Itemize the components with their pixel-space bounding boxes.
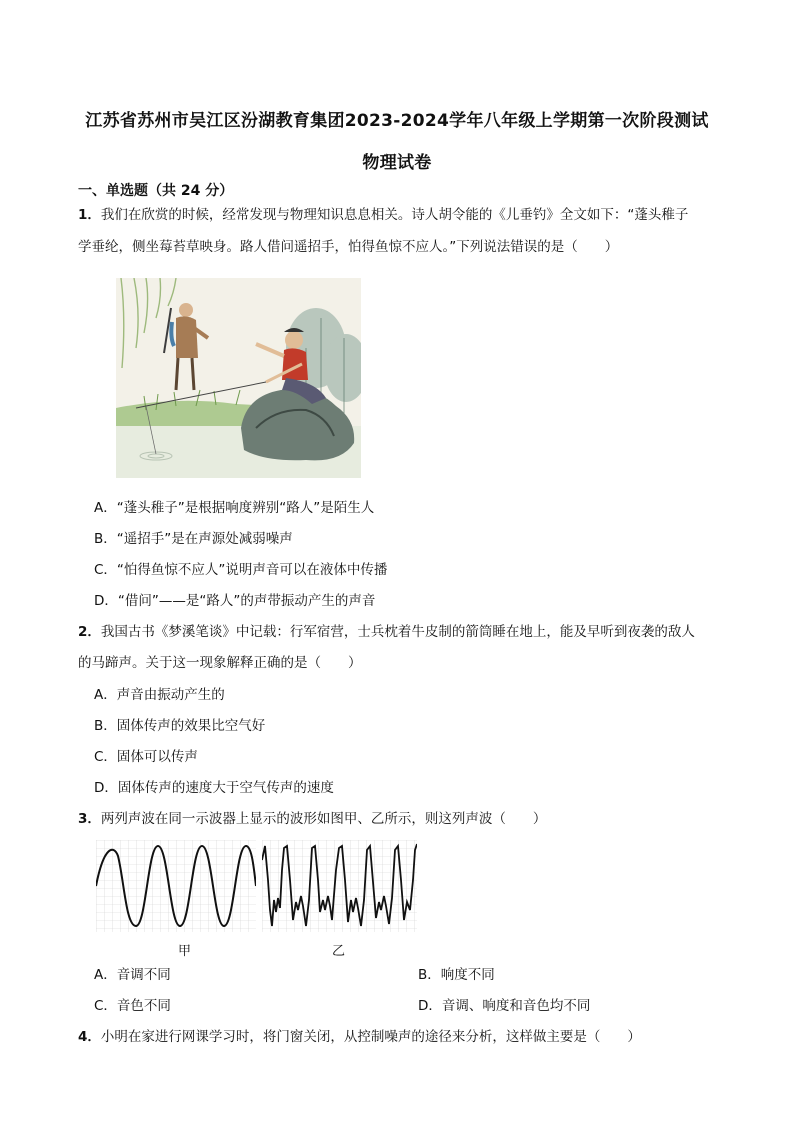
question-2-option-d: D．固体传声的速度大于空气传声的速度 <box>94 780 334 796</box>
question-number: 1． <box>78 207 101 223</box>
question-3-line1 <box>78 809 546 829</box>
question-text: 两列声波在同一示波器上显示的波形如图甲、乙所示，则这列声波（ ） <box>100 811 547 827</box>
question-text: 我国古书《梦溪笔谈》中记载：行军宿营，士兵枕着牛皮制的箭筒睡在地上，能及早听到夜袭的敌人 <box>100 624 695 640</box>
question-1-option-b: B．“遥招手”是在声源处减弱噪声 <box>94 531 293 547</box>
waveform-label-yi: 乙 <box>332 944 346 959</box>
question-2-option-c: C．固体可以传声 <box>94 749 198 765</box>
question-3-option-d: D．音调、响度和音色均不同 <box>418 998 591 1014</box>
question-text: 小明在家进行网课学习时，将门窗关闭，从控制噪声的途径来分析，这样做主要是（ ） <box>100 1029 641 1045</box>
question-1-option-c: C．“怕得鱼惊不应人”说明声音可以在液体中传播 <box>94 562 388 578</box>
waveform-label-jia: 甲 <box>178 944 192 959</box>
question-1-line1 <box>78 205 688 225</box>
section-heading: 一、单选题（共 24 分） <box>78 183 234 199</box>
question-3-option-c: C．音色不同 <box>94 998 171 1014</box>
exam-title-line2: 物理试卷 <box>362 153 432 173</box>
waveform-jia <box>96 840 256 932</box>
fishing-child-illustration <box>116 278 361 478</box>
question-2-line1 <box>78 622 695 642</box>
ink-painting-image <box>116 278 361 478</box>
waveform-yi <box>262 840 417 932</box>
question-2-option-b: B．固体传声的效果比空气好 <box>94 718 266 734</box>
question-2-line2: 的马蹄声。关于这一现象解释正确的是（ ） <box>78 655 362 671</box>
question-number: 4． <box>78 1029 101 1045</box>
question-1-line2: 学垂纶，侧坐莓苔草映身。路人借问遥招手，怕得鱼惊不应人。”下列说法错误的是（ ） <box>78 239 619 255</box>
question-number: 2． <box>78 624 101 640</box>
question-1-option-d: D．“借问”——是“路人”的声带振动产生的声音 <box>94 593 376 609</box>
question-1-option-a: A．“蓬头稚子”是根据响度辨别“路人”是陌生人 <box>94 500 375 516</box>
question-3-option-b: B．响度不同 <box>418 967 495 983</box>
question-2-option-a: A．声音由振动产生的 <box>94 687 225 703</box>
question-text: 我们在欣赏的时候，经常发现与物理知识息息相关。诗人胡令能的《儿垂钓》全文如下：“蓬头稚子 <box>100 207 689 223</box>
exam-title-line1: 江苏省苏州市吴江区汾湖教育集团2023-2024学年八年级上学期第一次阶段测试 <box>85 111 709 131</box>
question-number: 3． <box>78 811 101 827</box>
question-3-option-a: A．音调不同 <box>94 967 171 983</box>
question-4-line1 <box>78 1027 641 1047</box>
